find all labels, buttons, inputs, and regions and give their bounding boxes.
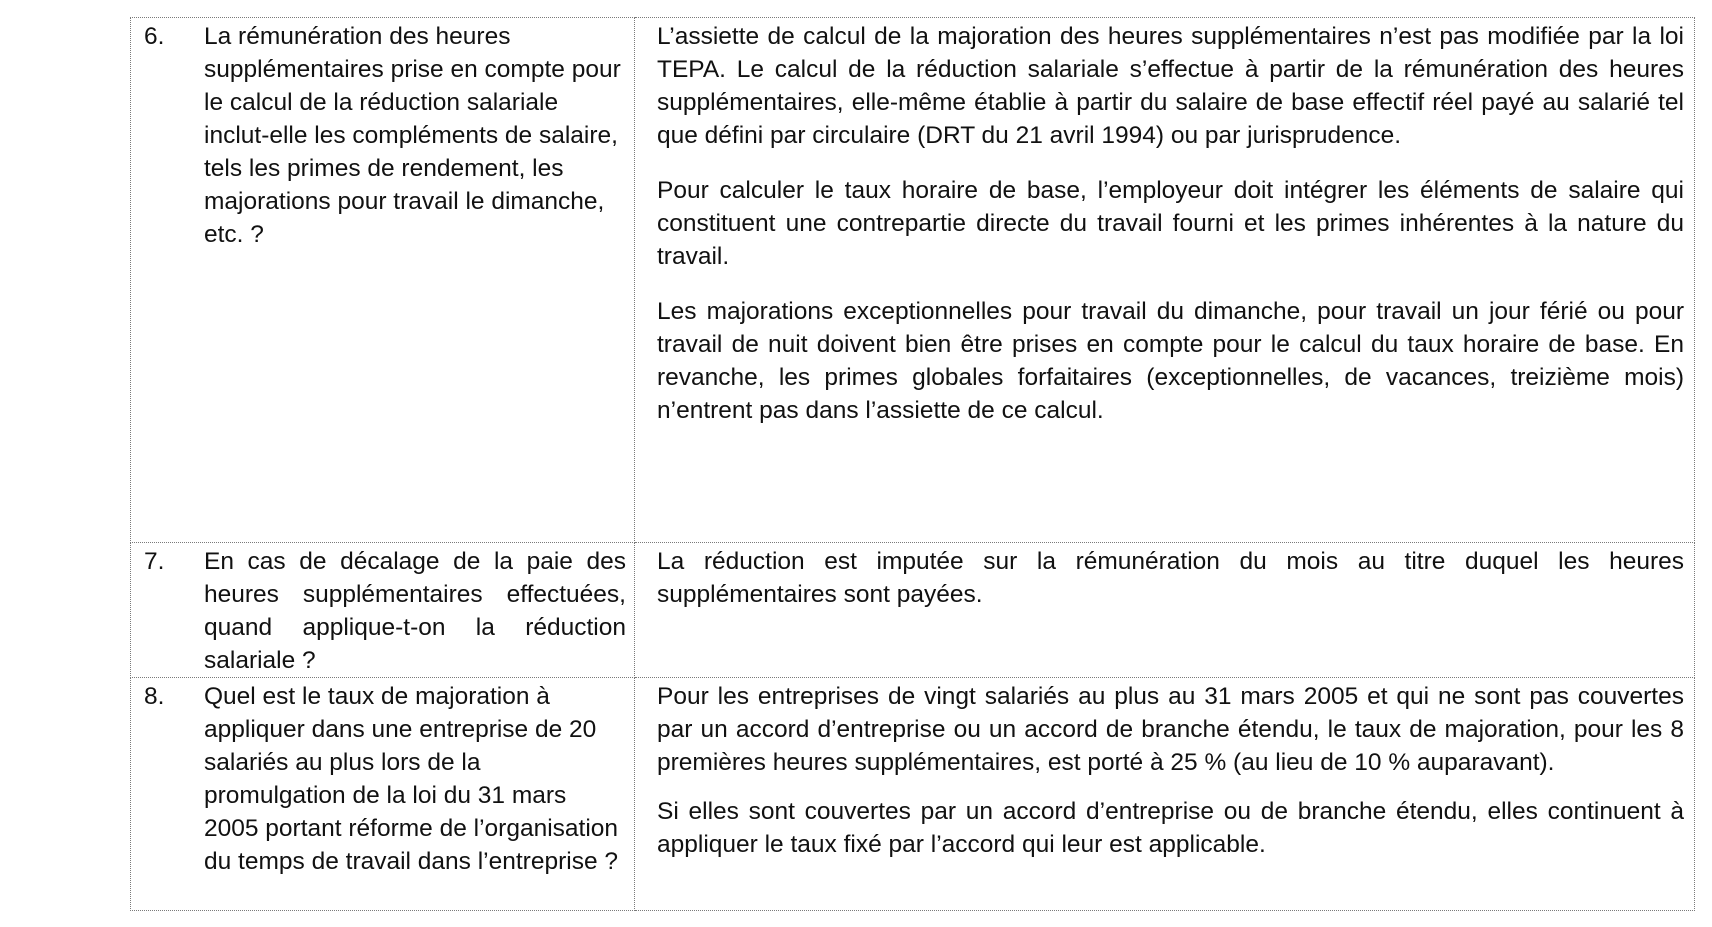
answer-paragraph: Si elles sont couvertes par un accord d’entreprise ou de branche étendu, elles continuent à appliquer le taux fixé par l’accord qui leur est applicable. xyxy=(657,798,1684,858)
answer-paragraph: La réduction est imputée sur la rémunération du mois au titre duquel les heures supplémentaires sont payées. xyxy=(657,548,1684,608)
question-number: 6. xyxy=(144,23,165,50)
answer-cell xyxy=(635,543,1695,678)
answer-paragraph: Pour les entreprises de vingt salariés au plus au 31 mars 2005 et qui ne sont pas couvertes par un accord d’entreprise ou un accord de branche étendu, le taux de majoration, pour les 8 premières heures supplémentaires, est porté à 25 % (au lieu de 10 % auparavant). xyxy=(657,683,1684,776)
table-row xyxy=(131,678,1695,911)
question-number: 8. xyxy=(144,683,165,710)
question-cell xyxy=(131,18,635,543)
table-row xyxy=(131,543,1695,678)
table-row xyxy=(131,18,1695,543)
answer-cell xyxy=(635,678,1695,911)
question-text: Quel est le taux de majoration à appliquer dans une entreprise de 20 salariés au plus lors de la promulgation de la loi du 31 mars 2005 portant réforme de l’organisation du temps de travail dans l’entreprise ? xyxy=(204,683,619,875)
question-cell xyxy=(131,543,635,678)
answer-paragraph: Pour calculer le taux horaire de base, l’employeur doit intégrer les éléments de salaire qui constituent une contrepartie directe du travail fourni et les primes inhérentes à la nature du travail. xyxy=(657,177,1684,270)
question-cell xyxy=(131,678,635,911)
question-text: La rémunération des heures supplémentaires prise en compte pour le calcul de la réduction salariale inclut-elle les compléments de salaire, tels les primes de rendement, les majorations pour travail le dimanche, etc. ? xyxy=(204,23,621,248)
question-text: En cas de décalage de la paie des heures supplémentaires effectuées, quand applique-t-on la réduction salariale ? xyxy=(204,548,626,674)
answer-paragraph: Les majorations exceptionnelles pour travail du dimanche, pour travail un jour férié ou pour travail de nuit doivent bien être prises en compte pour le calcul du taux horaire de base. En revanche, les primes globales forfaitaires (exceptionnelles, de vacances, treizième mois) n’entrent pas dans l’assiette de ce calcul. xyxy=(657,298,1684,424)
faq-table xyxy=(130,17,1695,911)
question-number: 7. xyxy=(144,548,165,575)
answer-paragraph: L’assiette de calcul de la majoration des heures supplémentaires n’est pas modifiée par la loi TEPA. Le calcul de la réduction salariale s’effectue à partir de la rémunération des heures supplémentaires, elle-même établie à partir du salaire de base effectif réel payé au salarié tel que défini par circulaire (DRT du 21 avril 1994) ou par jurisprudence. xyxy=(657,23,1684,149)
answer-cell xyxy=(635,18,1695,543)
